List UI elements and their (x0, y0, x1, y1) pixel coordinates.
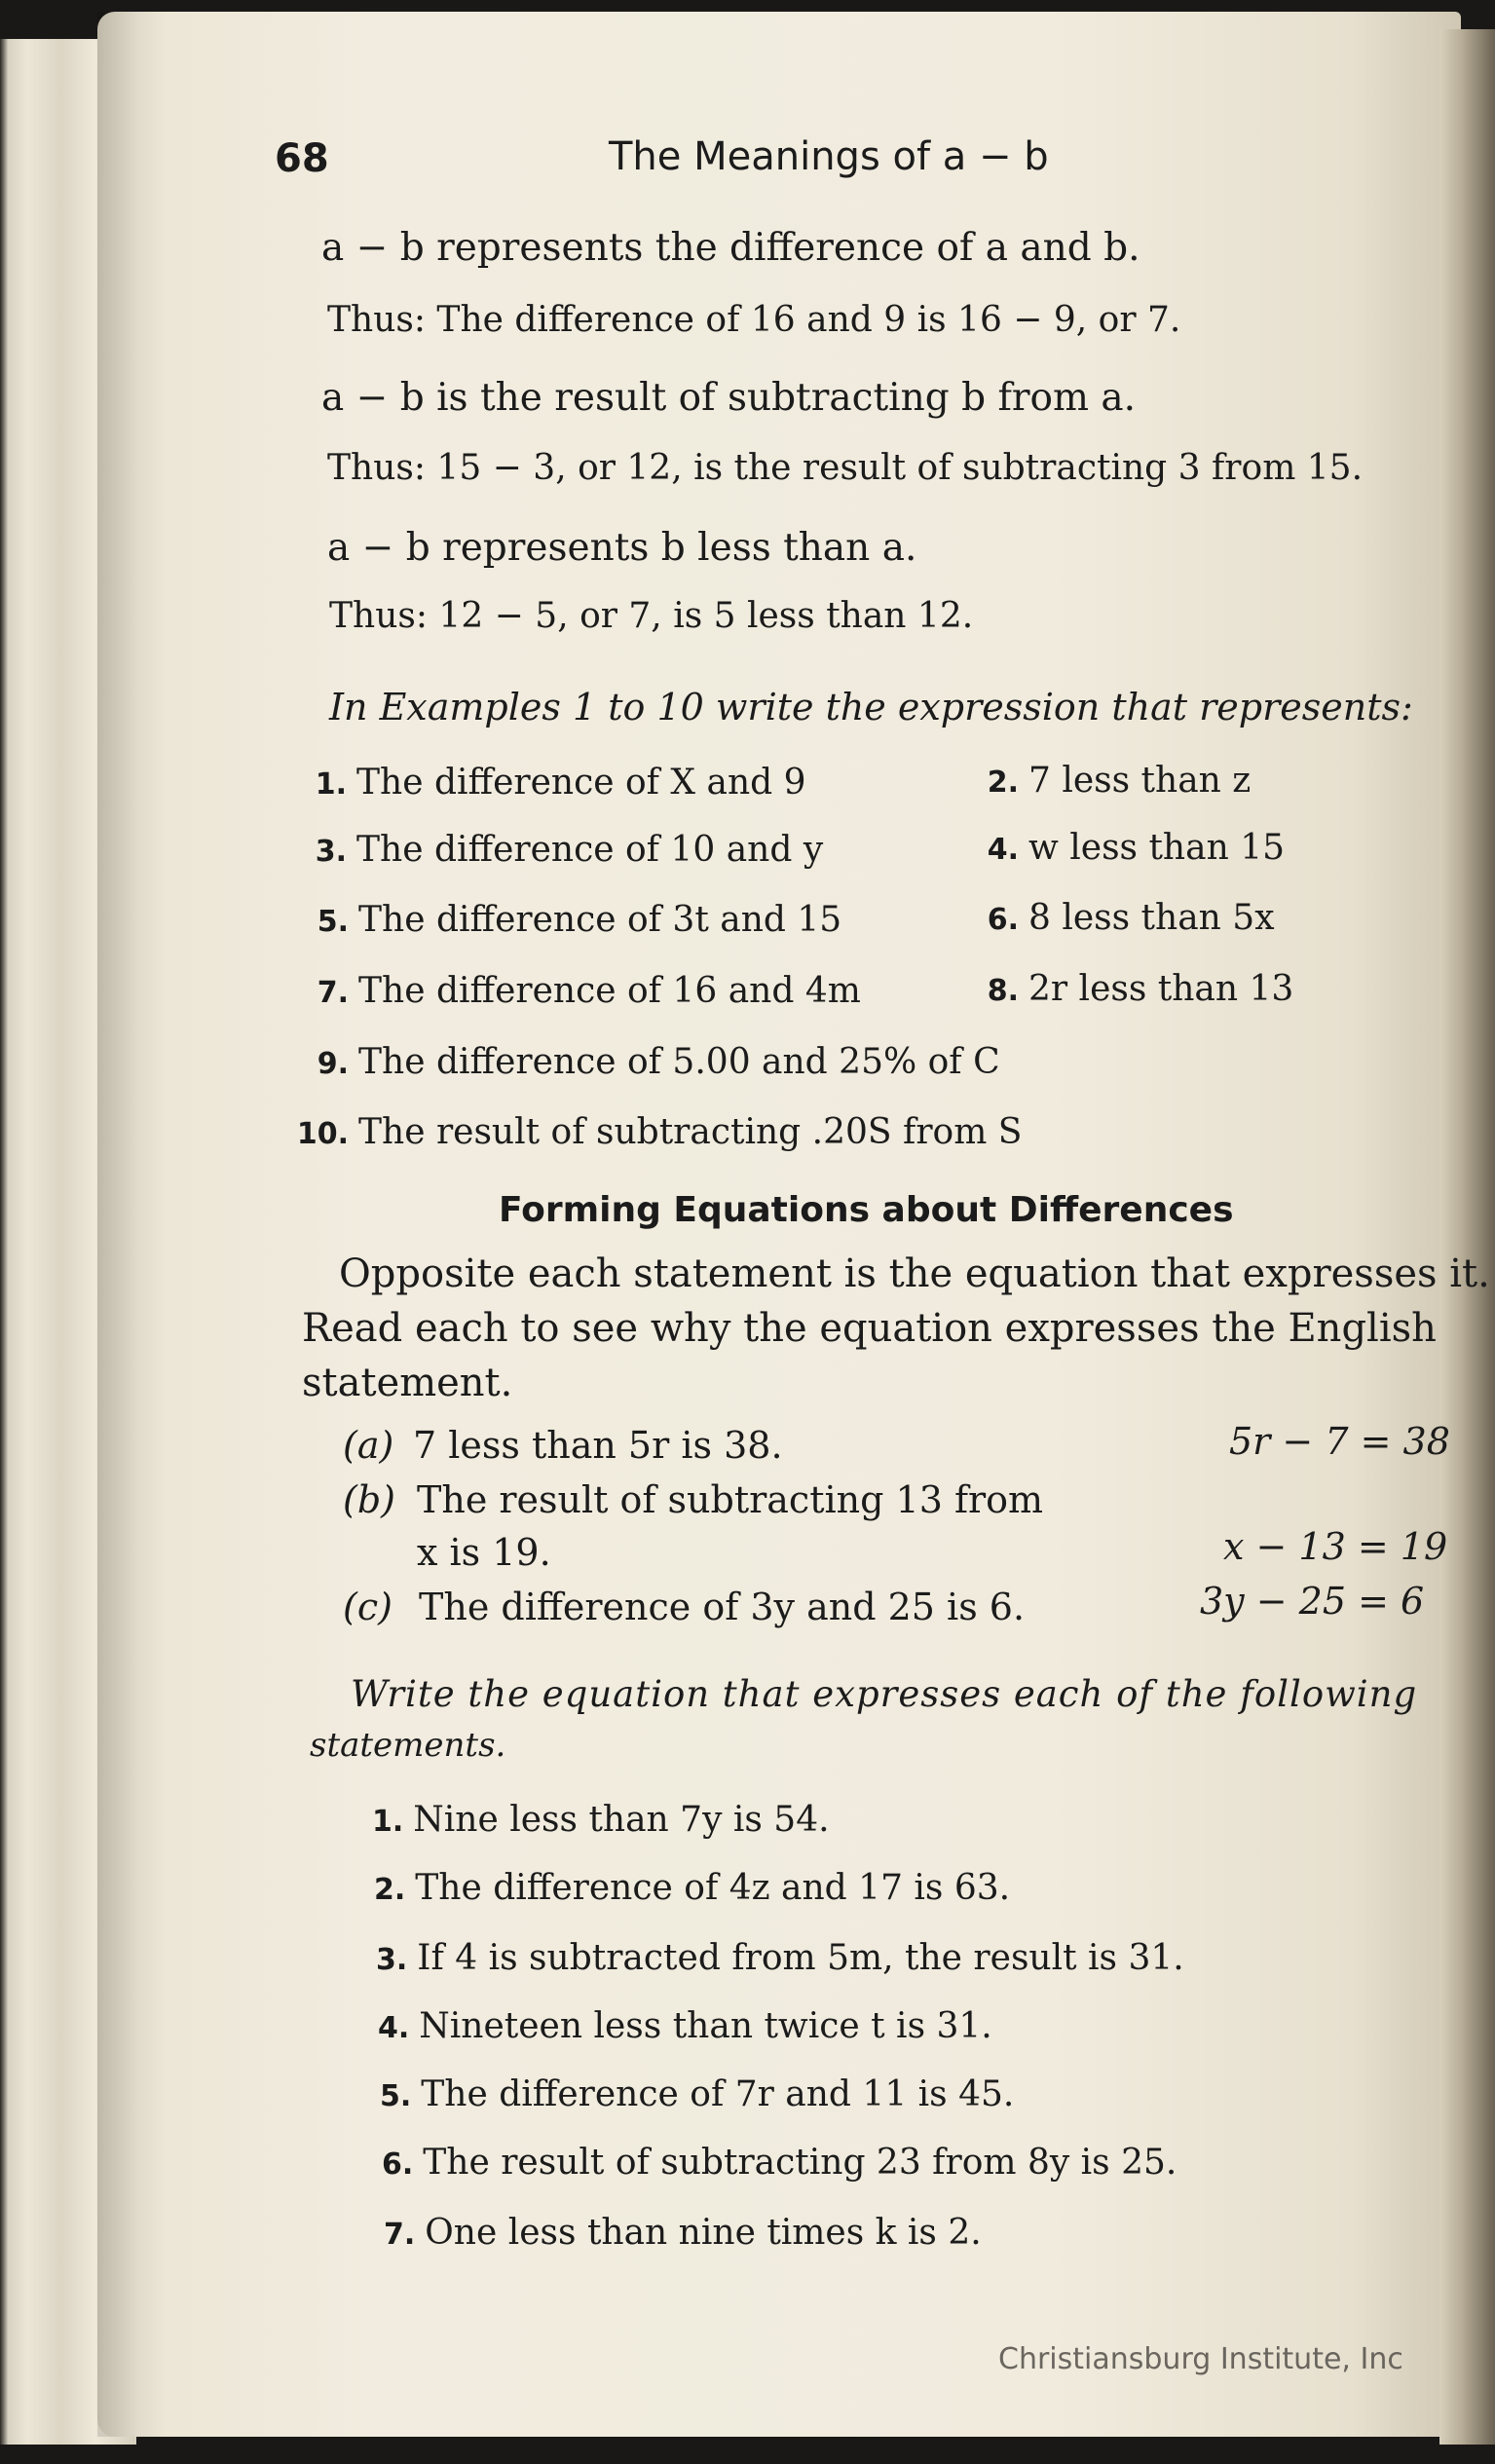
example-item: 4. w less than 15 (987, 828, 1286, 868)
intro-line: Opposite each statement is the equation that expresses it. (339, 1251, 1490, 1296)
example-item: 6. 8 less than 5x (987, 898, 1275, 938)
statement-letter: (b) (343, 1478, 395, 1521)
running-head: The Meanings of a − b (609, 134, 1049, 179)
example-item: 2. 7 less than z (987, 761, 1252, 801)
exercise-item: 4. Nineteen less than twice t is 31. (378, 2006, 992, 2046)
example-item: 10. The result of subtracting .20S from S (296, 1112, 1023, 1152)
statement-letter: (c) (343, 1586, 392, 1628)
exercise-item: 2. The difference of 4z and 17 is 63. (374, 1868, 1011, 1908)
exercise-instruction: statements. (310, 1726, 506, 1765)
definition-3-example: Thus: 12 − 5, or 7, is 5 less than 12. (329, 596, 974, 636)
definition-2-example: Thus: 15 − 3, or 12, is the result of subtracting 3 from 15. (327, 448, 1364, 488)
exercise-instruction: Write the equation that expresses each of the following (351, 1673, 1418, 1715)
page-right-edge (1439, 29, 1495, 2445)
example-item: 3. The difference of 10 and y (315, 830, 824, 870)
gutter-shadow (97, 12, 166, 2437)
watermark: Christiansburg Institute, Inc (998, 2342, 1403, 2376)
statement-equation: 5r − 7 = 38 (1229, 1420, 1450, 1463)
page-number: 68 (275, 136, 329, 181)
examples-instruction: In Examples 1 to 10 write the expression that represents: (329, 686, 1413, 728)
example-item: 7. The difference of 16 and 4m (317, 971, 861, 1011)
exercise-item: 6. The result of subtracting 23 from 8y is 25. (382, 2143, 1177, 2183)
exercise-item: 1. Nine less than 7y is 54. (372, 1800, 830, 1840)
intro-line: statement. (302, 1361, 513, 1405)
example-item: 1. The difference of X and 9 (315, 763, 806, 803)
definition-1-statement: a − b represents the difference of a and b. (321, 226, 1140, 270)
example-item: 5. The difference of 3t and 15 (317, 900, 842, 940)
statement-letter: (a) (343, 1424, 394, 1467)
exercise-item: 5. The difference of 7r and 11 is 45. (380, 2074, 1015, 2114)
statement-text: 7 less than 5r is 38. (413, 1424, 783, 1467)
example-item: 9. The difference of 5.00 and 25% of C (317, 1042, 1000, 1082)
statement-equation: 3y − 25 = 6 (1200, 1580, 1425, 1623)
statement-text: x is 19. (417, 1531, 551, 1574)
statement-text: The result of subtracting 13 from (417, 1478, 1044, 1521)
statement-equation: x − 13 = 19 (1223, 1525, 1448, 1568)
statement-text: The difference of 3y and 25 is 6. (419, 1586, 1026, 1628)
example-item: 8. 2r less than 13 (987, 969, 1294, 1009)
exercise-item: 7. One less than nine times k is 2. (384, 2213, 982, 2253)
section-heading: Forming Equations about Differences (499, 1190, 1234, 1230)
intro-line: Read each to see why the equation expresses the English (302, 1306, 1437, 1351)
definition-3-statement: a − b represents b less than a. (327, 526, 917, 570)
exercise-item: 3. If 4 is subtracted from 5m, the result is 31. (376, 1938, 1184, 1978)
definition-1-example: Thus: The difference of 16 and 9 is 16 − 9, or 7. (327, 300, 1181, 340)
definition-2-statement: a − b is the result of subtracting b from a. (321, 376, 1137, 420)
